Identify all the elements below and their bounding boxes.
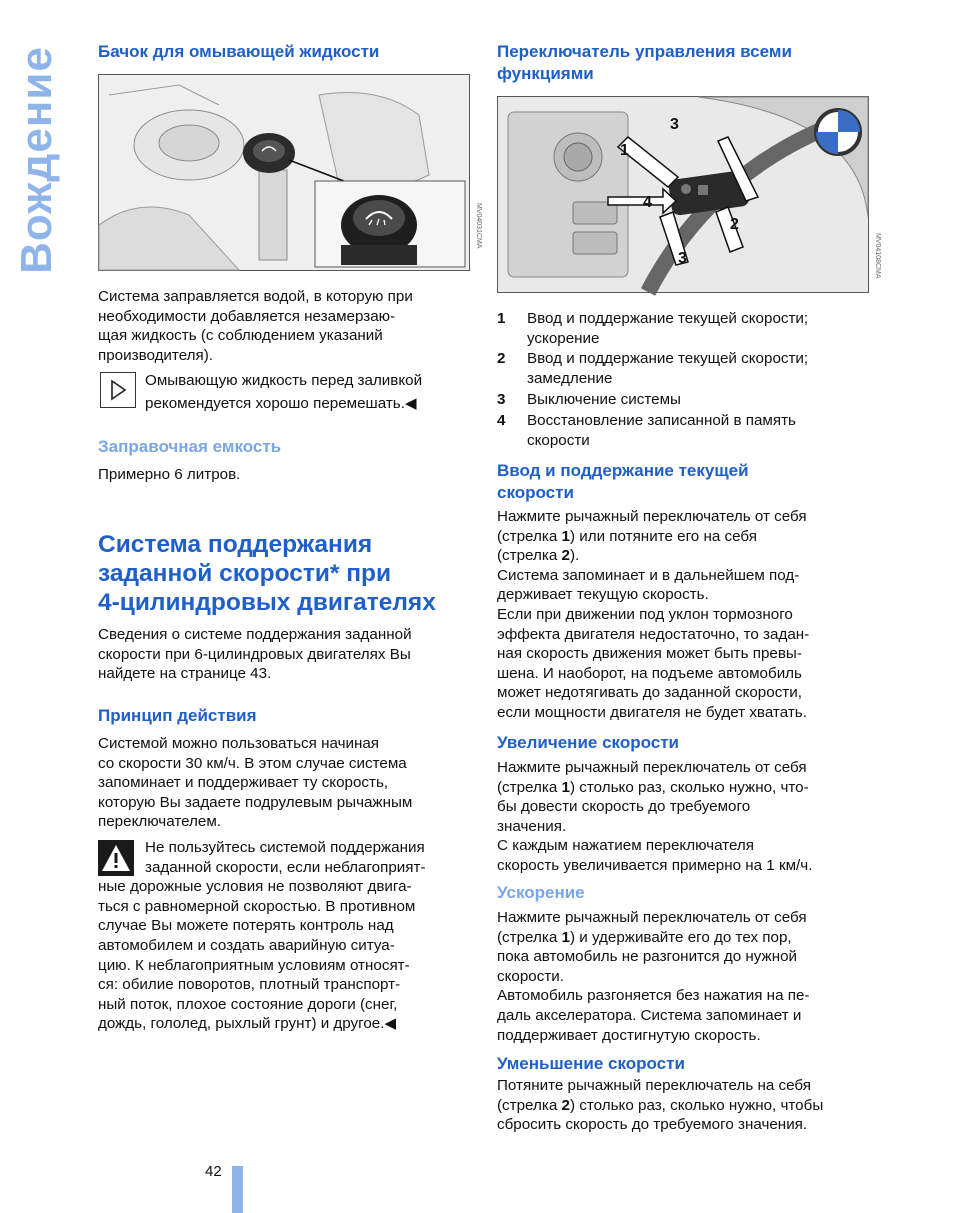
principle-paragraph: Системой можно пользоваться начиная со скорости 30 км/ч. В этом случае система запоминает и поддерживает ту скорость, которую Вы задаете подрулевым рычажным переключателем. [98,735,413,831]
decrease-heading: Уменьшение скорости [497,1054,685,1073]
washer-heading: Бачок для омывающей жидкости [98,42,380,61]
page-number: 42 [205,1163,222,1180]
decrease-paragraph: Потяните рычажный переключатель на себя (стрелка 2) столько раз, сколько нужно, чтобы сбросить скорость до требуемого значения. [497,1077,824,1134]
page-marker-bar [232,1166,243,1213]
arrow-3-top-label: 3 [670,116,679,133]
side-title-text: Вождение [12,46,62,274]
arrow-4-label: 4 [643,194,652,211]
arrow-3-bottom-label: 3 [678,250,687,267]
warning-paragraph: Не пользуйтесь системой поддержания заданной скорости, если неблагоприят- ные дорожные условия не позволяют двига- ться с равномерной скоростью. В противном случае Вы можете потерять контроль над автомобилем и создать аварийную ситуа- цию. К неблагоприятным условиям относят- ся: обилие поворотов, плотный транспорт- ный поток, плохое состояние дороги (снег, дождь, гололед, рыхлый грунт) и другое.◀ [98,839,426,1033]
capacity-heading: Заправочная емкость [98,437,282,456]
enter-heading: Ввод и поддержание текущей скорости [497,461,749,502]
washer-figure [98,74,482,271]
capacity-paragraph: Примерно 6 литров. [98,466,241,483]
note-icon [100,372,136,408]
section-side-title [14,0,60,320]
cruise-heading: Система поддержания заданной скорости* при 4-цилиндровых двигателях [98,531,436,616]
cruise-paragraph: Сведения о системе поддержания заданной скорости при 6-цилиндровых двигателях Вы найдете на странице 43. [98,626,412,683]
principle-heading: Принцип действия [98,706,257,725]
figure-code: MV04031CMA [475,203,482,249]
washer-paragraph: Система заправляется водой, в которую при необходимости добавляется незамерзаю- щая жидкость (с соблюдением указаний производителя). [98,288,413,364]
engine-bay-illustration [99,75,469,270]
accel-paragraph: Нажмите рычажный переключатель от себя (стрелка 1) и удерживайте его до тех пор, пока автомобиль не разгонится до нужной скорости. Автомобиль разгоняется без нажатия на пе- даль акселератора. Система запоминает и поддерживает достигнутую скорость. [497,909,810,1044]
figure-code: MV04108CMA [874,233,881,279]
end-mark-icon: ◀ [404,395,417,412]
enter-paragraph: Нажмите рычажный переключатель от себя (стрелка 1) или потяните его на себя (стрелка 2). Система запоминает и в дальнейшем под- держивает текущую скорость. Если при движении под уклон тормозного эффекта двигателя недостаточно, то задан- ная скорость движения может быть превы- шена. И наоборот, на подъеме автомобиль может недотягивать до заданной скорости, если мощности двигателя не будет хватать. [497,508,810,721]
arrow-1-label: 1 [620,142,629,159]
switch-heading: Переключатель управления всеми функциями [497,42,792,83]
increase-paragraph: Нажмите рычажный переключатель от себя (стрелка 1) столько раз, сколько нужно, что- бы довести скорость до требуемого значения. С каждым нажатием переключателя скорость увеличивается примерно на 1 км/ч. [497,759,813,874]
steering-lever-illustration [498,97,868,292]
arrow-2-label: 2 [730,216,739,233]
accel-heading: Ускорение [497,883,585,902]
increase-heading: Увеличение скорости [497,733,679,752]
lever-figure [497,96,881,293]
end-mark-icon: ◀ [384,1015,397,1033]
note-paragraph: Омывающую жидкость перед заливкой рекомендуется хорошо перемешать.◀ [145,372,423,412]
